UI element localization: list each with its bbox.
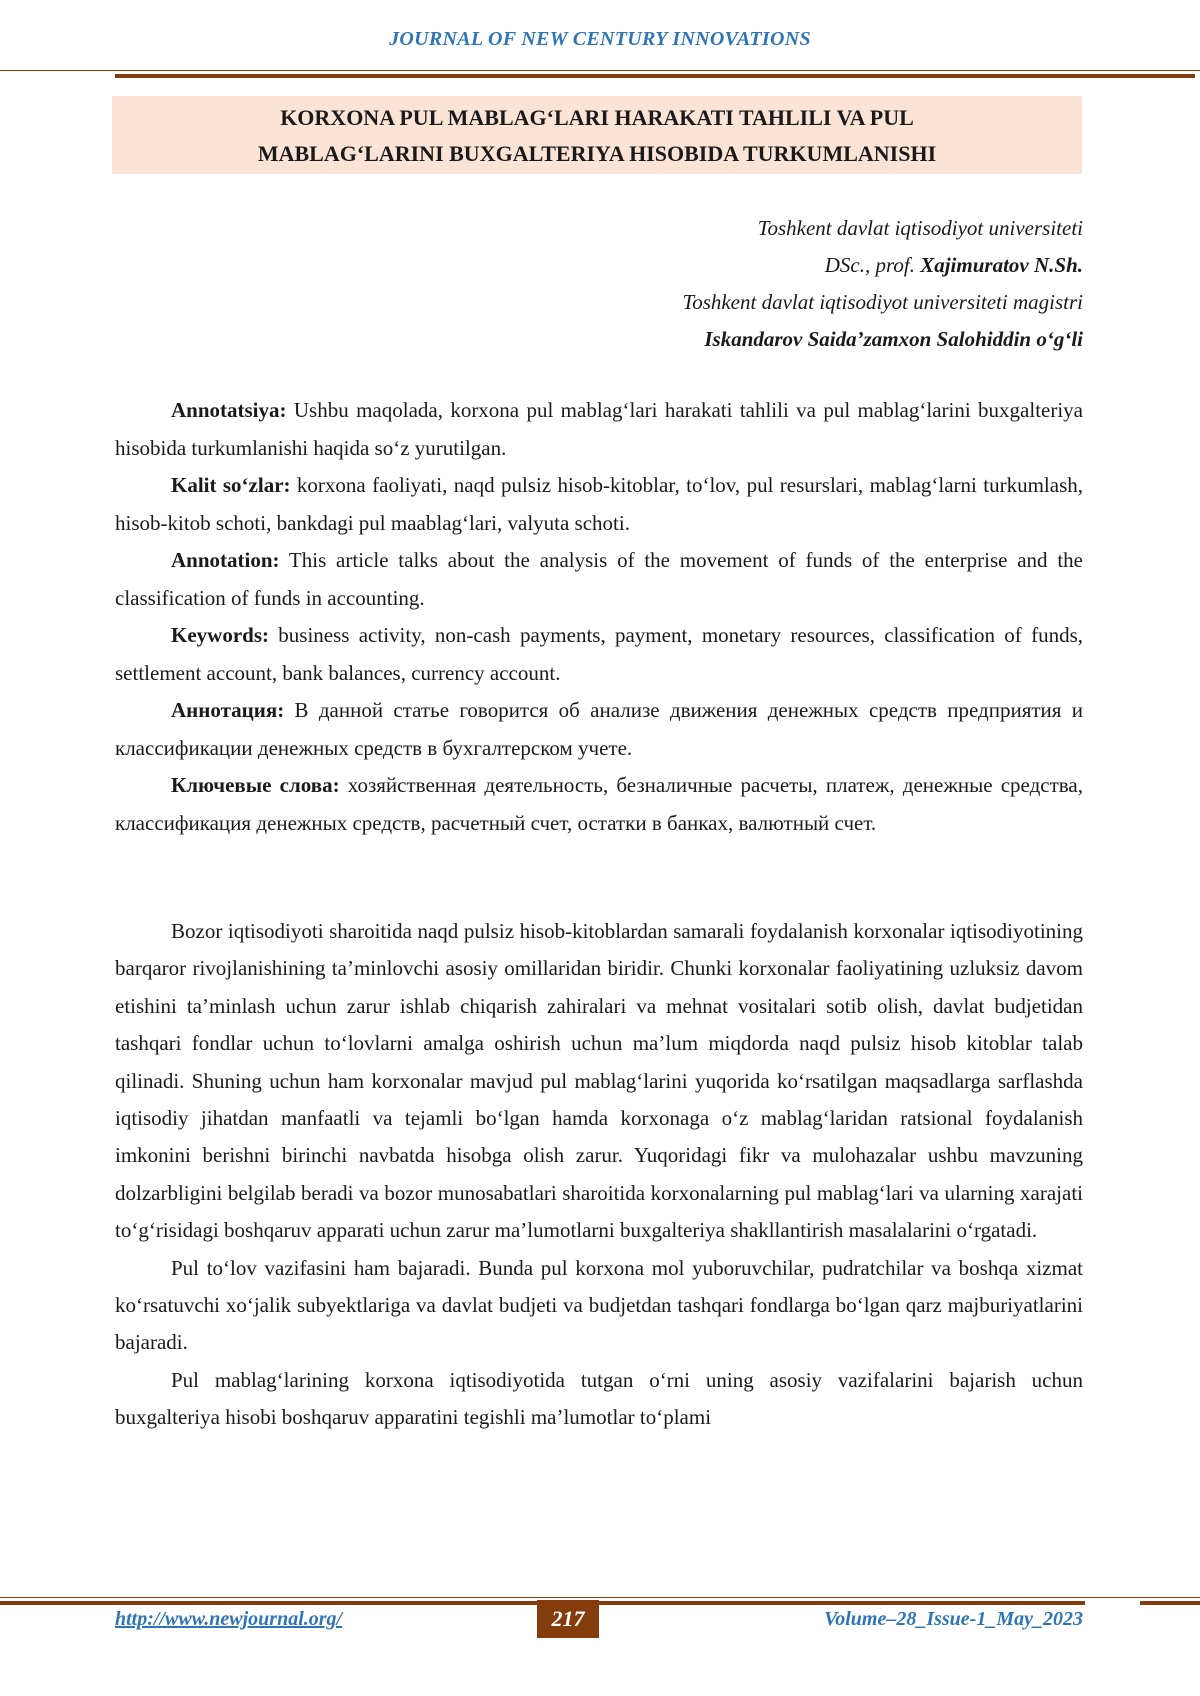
author-2-line [682, 321, 1083, 358]
abstract-en-text: This article talks about the analysis of the movement of funds of the enterprise and the classification of funds in accounting. [115, 548, 1083, 610]
body-paragraph-1: Bozor iqtisodiyoti sharoitida naqd pulsiz hisob-kitoblardan samarali foydalanish korxonalar iqtisodiyotining barqaror rivojlanishining ta’minlovchi asosiy omillaridan biridir. Chunki korxonalar faoliyatining uzluksiz davom etishini ta’minlash uchun zarur ishlab chiqarish zahiralari va mehnat vositalari sotib olish, davlat budjetidan tashqari fondlar uchun to‘lovlarni amalga oshirish uchun ma’lum miqdorda naqd pulsiz hisob kitoblar talab qilinadi. Shuning uchun ham korxonalar mavjud pul mablag‘larini yuqorida ko‘rsatilgan maqsadlarga sarflashda iqtisodiy jihatdan manfaatli va tejamli bo‘lgan hamda korxonaga o‘z mablag‘laridan ratsional foydalanish imkonini berishni birinchi navbatda hisobga olish zarur. Yuqoridagi fikr va mulohazalar ushbu mavzuning dolzarbligini belgilab beradi va bozor munosabatlari sharoitida korxonalarning pul mablag‘lari va ularning xarajati to‘g‘risidagi boshqaruv apparati uchun zarur ma’lumotlarni buxgalteriya shakllantirish masalalarini o‘rgatadi. [115, 919, 1083, 1243]
author-2-name: Iskandarov Saida’zamxon Salohiddin o‘g‘li [704, 327, 1083, 351]
footer-rule-segment [1140, 1601, 1200, 1605]
abstract-section [115, 392, 1083, 842]
author-1-name: Xajimuratov N.Sh. [920, 253, 1083, 277]
abstract-uz-label: Annotatsiya: [171, 398, 287, 422]
journal-header: JOURNAL OF NEW CENTURY INNOVATIONS [389, 28, 811, 50]
footer-rule-thin [0, 1597, 1200, 1598]
author-block [682, 210, 1083, 358]
body-paragraph-2: Pul to‘lov vazifasini ham bajaradi. Bunda pul korxona mol yuboruvchilar, pudratchilar va boshqa xizmat ko‘rsatuvchi xo‘jalik subyektlariga va davlat budjeti va budjetdan tashqari fondlarga bo‘lgan qarz majburiyatlarini bajaradi. [115, 1255, 1083, 1355]
abstract-en [115, 542, 1083, 617]
volume-issue: Volume–28_Issue-1_May_2023 [824, 1608, 1083, 1630]
title-line-1: KORXONA PUL MABLAG‘LARI HARAKATI TAHLILI VA PUL [280, 105, 914, 130]
keywords-ru-label: Ключевые слова: [171, 773, 340, 797]
keywords-en [115, 617, 1083, 692]
author-1-degree: DSc., prof. [824, 253, 915, 277]
title-line-2: MABLAG‘LARINI BUXGALTERIYA HISOBIDA TURKUMLANISHI [257, 141, 937, 166]
keywords-uz [115, 467, 1083, 542]
abstract-uz-text: Ushbu maqolada, korxona pul mablag‘lari harakati tahlili va pul mablag‘larini buxgalteriya hisobida turkumlanishi haqida so‘z yurutilgan. [115, 398, 1083, 460]
keywords-uz-label: Kalit so‘zlar: [171, 473, 291, 497]
body-section [115, 913, 1083, 1437]
journal-url-link[interactable]: http://www.newjournal.org/ [115, 1608, 343, 1630]
keywords-en-text: business activity, non-cash payments, payment, monetary resources, classification of funds, settlement account, bank balances, currency account. [115, 623, 1083, 685]
author-1-line [682, 247, 1083, 284]
abstract-ru-text: В данной статье говорится об анализе движения денежных средств предприятия и классификации денежных средств в бухгалтерском учете. [115, 698, 1083, 760]
page-number: 217 [537, 1600, 599, 1638]
article-title [112, 96, 1082, 174]
abstract-ru [115, 692, 1083, 767]
header-rule-thin [0, 70, 1200, 71]
abstract-ru-label: Аннотация: [171, 698, 285, 722]
keywords-ru-text: хозяйственная деятельность, безналичные расчеты, платеж, денежные средства, классификация денежных средств, расчетный счет, остатки в банках, валютный счет. [115, 773, 1083, 835]
abstract-uz [115, 392, 1083, 467]
keywords-ru [115, 767, 1083, 842]
header-rule-thick [115, 74, 1195, 78]
body-paragraph-3: Pul mablag‘larining korxona iqtisodiyotida tutgan o‘rni uning asosiy vazifalarini bajarish uchun buxgalteriya hisobi boshqaruv apparatini tegishli ma’lumotlar to‘plami [115, 1367, 1083, 1430]
keywords-en-label: Keywords: [171, 623, 269, 647]
abstract-en-label: Annotation: [171, 548, 280, 572]
affiliation-1: Toshkent davlat iqtisodiyot universiteti [757, 216, 1083, 240]
keywords-uz-text: korxona faoliyati, naqd pulsiz hisob-kitoblar, to‘lov, pul resurslari, mablag‘larni turkumlash, hisob-kitob schoti, bankdagi pul maablag‘lari, valyuta schoti. [115, 473, 1083, 535]
affiliation-2: Toshkent davlat iqtisodiyot universiteti magistri [682, 290, 1083, 314]
